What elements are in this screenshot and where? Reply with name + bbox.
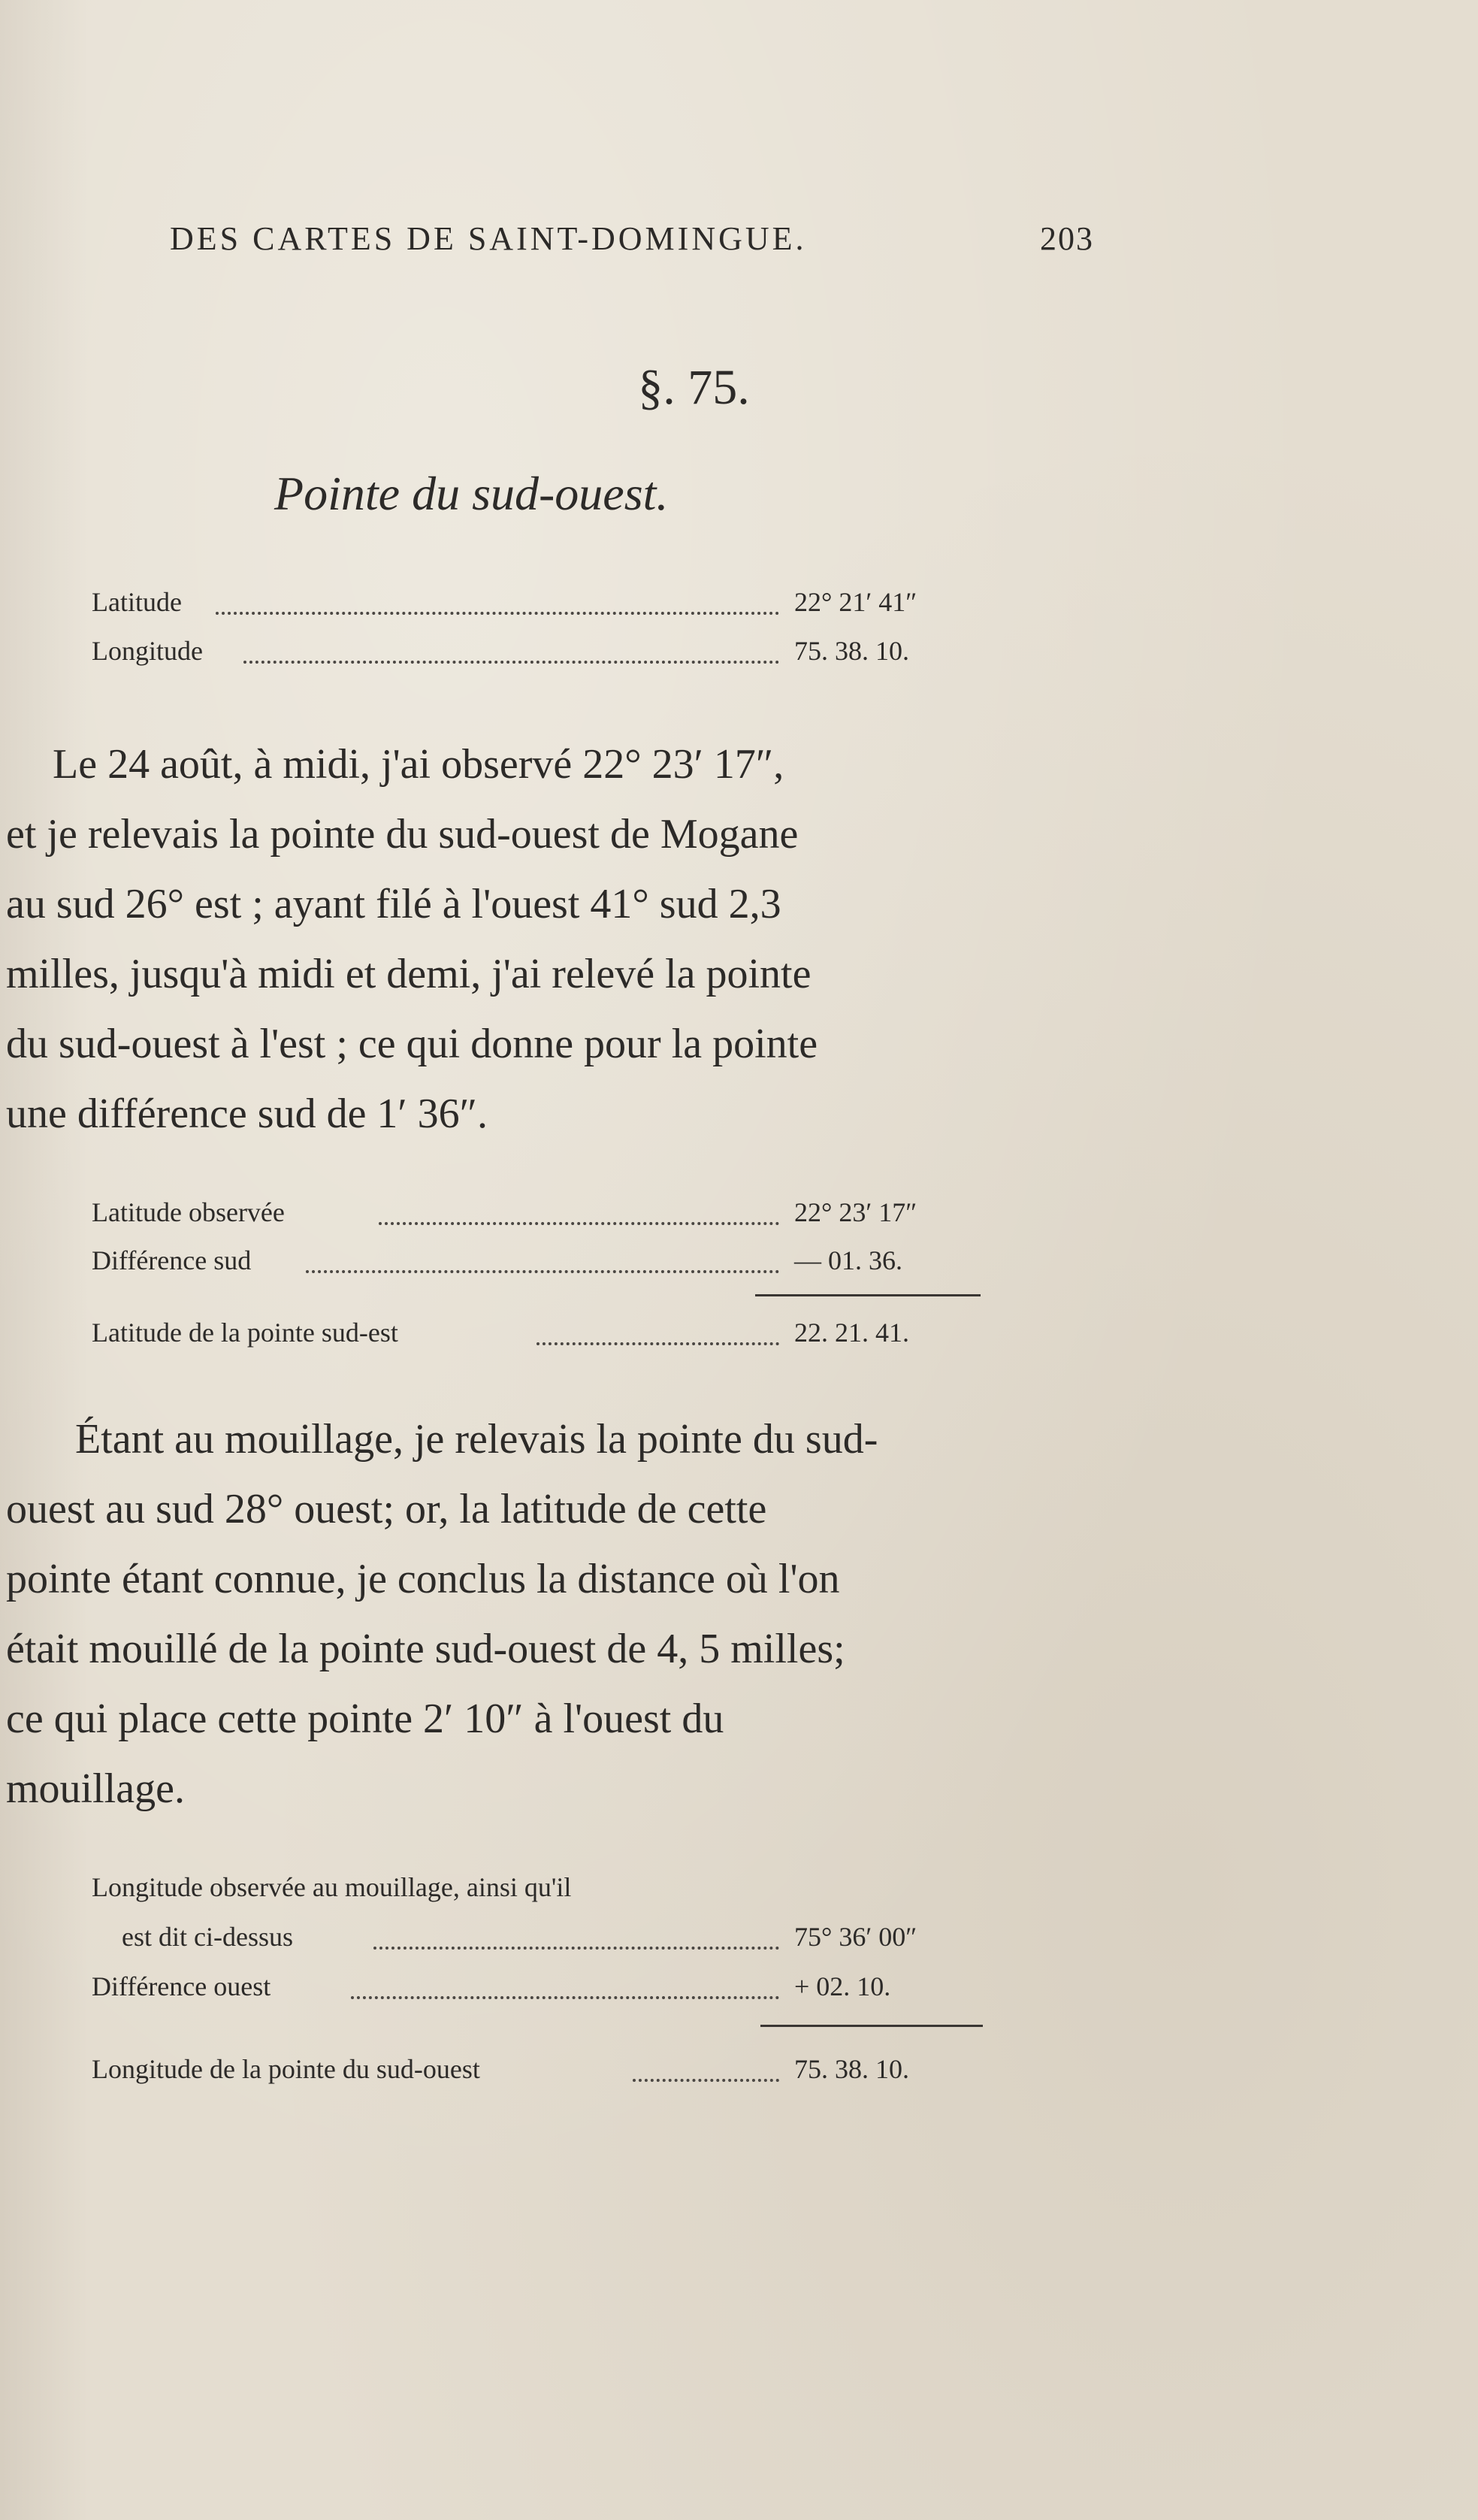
paragraph-line: était mouillé de la pointe sud-ouest de 4, 5 milles; [6, 1626, 845, 1672]
leader-dots [536, 1336, 779, 1345]
table-row [92, 1317, 990, 1360]
paragraph-line: au sud 26° est ; ayant filé à l'ouest 41° sud 2,3 [6, 881, 781, 927]
leader-dots [216, 606, 779, 615]
running-title: DES CARTES DE SAINT-DOMINGUE. [170, 220, 807, 257]
row-label: Différence sud [92, 1245, 252, 1275]
row-value: 75° 36′ 00″ [794, 1922, 917, 1952]
sum-rule [760, 2025, 983, 2027]
table-row [92, 1871, 990, 1915]
page-number: 203 [1040, 220, 1094, 257]
paragraph-line: pointe étant connue, je conclus la distance où l'on [6, 1556, 840, 1602]
paragraph-line: Le 24 août, à midi, j'ai observé 22° 23′ 17″, [53, 741, 784, 788]
paragraph-line: mouillage. [6, 1765, 185, 1812]
row-value: 22° 21′ 41″ [794, 587, 917, 617]
paragraph-line: une différence sud de 1′ 36″. [6, 1091, 488, 1137]
section-number: §. 75. [638, 360, 750, 415]
table-row [92, 586, 990, 630]
leader-dots [243, 655, 779, 664]
sum-rule [755, 1294, 981, 1296]
paragraph-line: milles, jusqu'à midi et demi, j'ai relevé la pointe [6, 951, 812, 997]
row-label: Différence ouest [92, 1971, 271, 2001]
paragraph-line: du sud-ouest à l'est ; ce qui donne pour la pointe [6, 1021, 818, 1067]
section-title: Pointe du sud-ouest. [274, 467, 669, 520]
row-label: Longitude [92, 636, 203, 666]
table-row [92, 1921, 990, 1965]
row-label: Latitude [92, 587, 182, 617]
running-header [170, 219, 1094, 265]
row-value: 22. 21. 41. [794, 1317, 909, 1348]
leader-dots [633, 2073, 779, 2082]
row-value: 75. 38. 10. [794, 636, 909, 666]
row-label: est dit ci-dessus [122, 1922, 293, 1952]
row-label: Longitude de la pointe du sud-ouest [92, 2054, 480, 2084]
paragraph-line: ce qui place cette pointe 2′ 10″ à l'ouest du [6, 1696, 724, 1742]
row-value: 75. 38. 10. [794, 2054, 909, 2084]
table-row [92, 1245, 990, 1288]
table-row [92, 1971, 990, 2014]
paragraph-line: Étant au mouillage, je relevais la pointe du sud- [75, 1416, 878, 1463]
paragraph-line: ouest au sud 28° ouest; or, la latitude de cette [6, 1486, 767, 1532]
row-label: Latitude de la pointe sud-est [92, 1317, 398, 1348]
leader-dots [306, 1264, 779, 1273]
row-value: + 02. 10. [794, 1971, 891, 2001]
row-value: 22° 23′ 17″ [794, 1197, 917, 1227]
leader-dots [379, 1216, 779, 1225]
table-row [92, 1196, 990, 1240]
leader-dots [373, 1941, 779, 1950]
table-row [92, 635, 990, 679]
table-row [92, 2053, 990, 2097]
leader-dots [351, 1990, 779, 1999]
row-value: — 01. 36. [794, 1245, 902, 1275]
row-label: Latitude observée [92, 1197, 285, 1227]
row-label: Longitude observée au mouillage, ainsi qu'il [92, 1872, 572, 1902]
paragraph-line: et je relevais la pointe du sud-ouest de Mogane [6, 811, 799, 858]
